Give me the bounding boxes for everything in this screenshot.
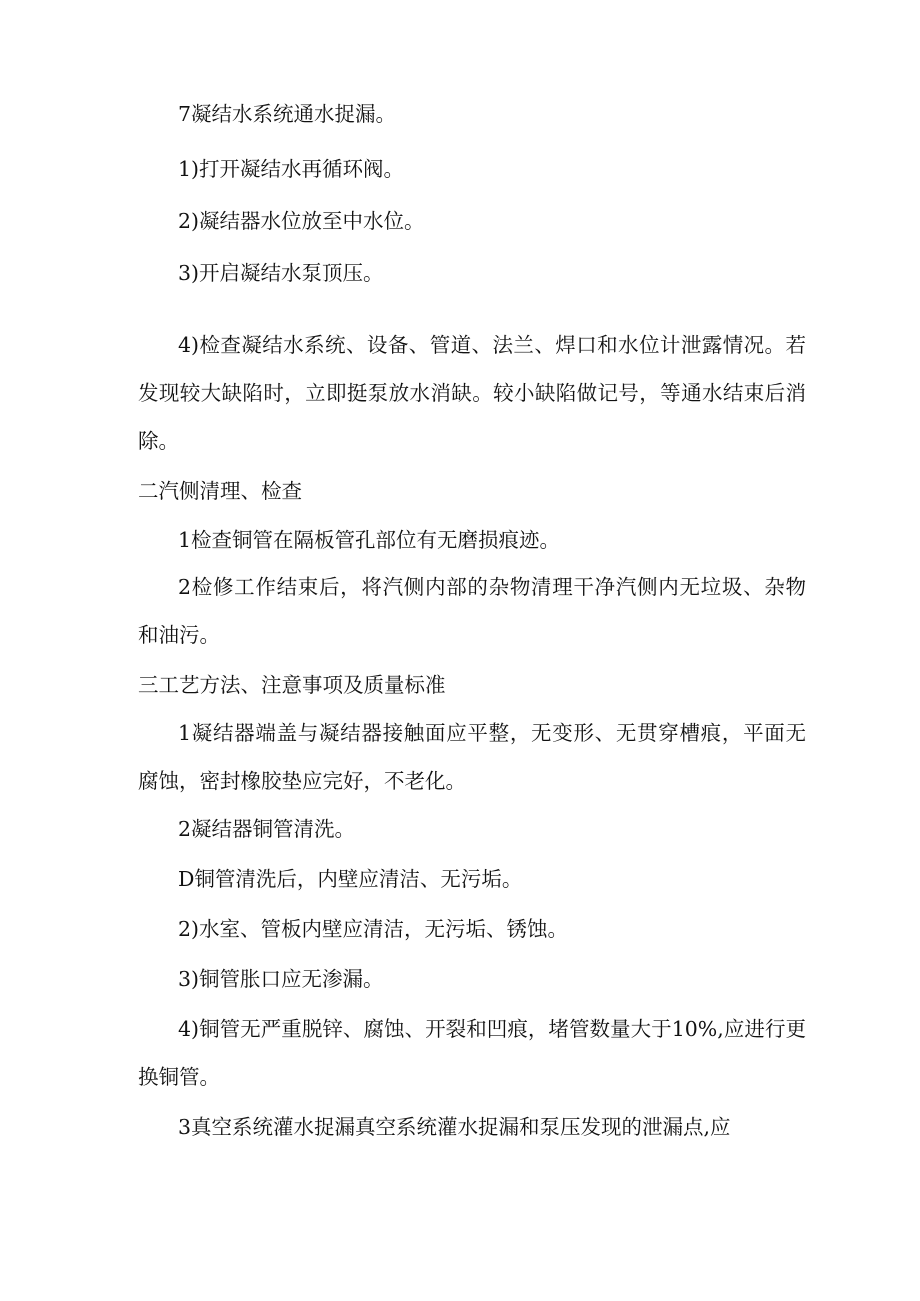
paragraph-standard-3: 3真空系统灌水捉漏真空系统灌水捉漏和泵压发现的泄漏点,应 — [178, 1115, 731, 1139]
paragraph-clean-2: 2)水室、管板内壁应清洁，无污垢、锈蚀。 — [178, 917, 569, 941]
paragraph-clean-4: 4)铜管无严重脱锌、腐蚀、开裂和凹痕，堵管数量大于10%,应进行更换铜管。 — [138, 1017, 806, 1089]
paragraph-standard-1: 1凝结器端盖与凝结器接触面应平整，无变形、无贯穿槽痕，平面无腐蚀，密封橡胶垫应完好，不老化。 — [138, 721, 806, 793]
paragraph-substep-1: 1)打开凝结水再循环阀。 — [178, 157, 405, 181]
paragraph-clean-3: 3)铜管胀口应无渗漏。 — [178, 967, 384, 991]
paragraph-substep-2: 2)凝结器水位放至中水位。 — [178, 209, 425, 233]
paragraph-substep-4: 4)检查凝结水系统、设备、管道、法兰、焊口和水位计泄露情况。若发现较大缺陷时，立即挺泵放水消缺。较小缺陷做记号，等通水结束后消除。 — [138, 333, 806, 453]
paragraph-standard-2: 2凝结器铜管清洗。 — [178, 817, 356, 841]
section-heading-2: 二汽侧清理、检查 — [138, 479, 302, 503]
paragraph-clean-d: D铜管清洗后，内壁应清洁、无污垢。 — [178, 867, 523, 891]
paragraph-inspect-2: 2检修工作结束后，将汽侧内部的杂物清理干净汽侧内无垃圾、杂物和油污。 — [138, 575, 806, 647]
paragraph-step-7: 7凝结水系统通水捉漏。 — [178, 102, 397, 126]
section-heading-3: 三工艺方法、注意事项及质量标准 — [138, 673, 446, 697]
paragraph-inspect-1: 1检查铜管在隔板管孔部位有无磨损痕迹。 — [178, 528, 561, 552]
paragraph-substep-3: 3)开启凝结水泵顶压。 — [178, 261, 384, 285]
